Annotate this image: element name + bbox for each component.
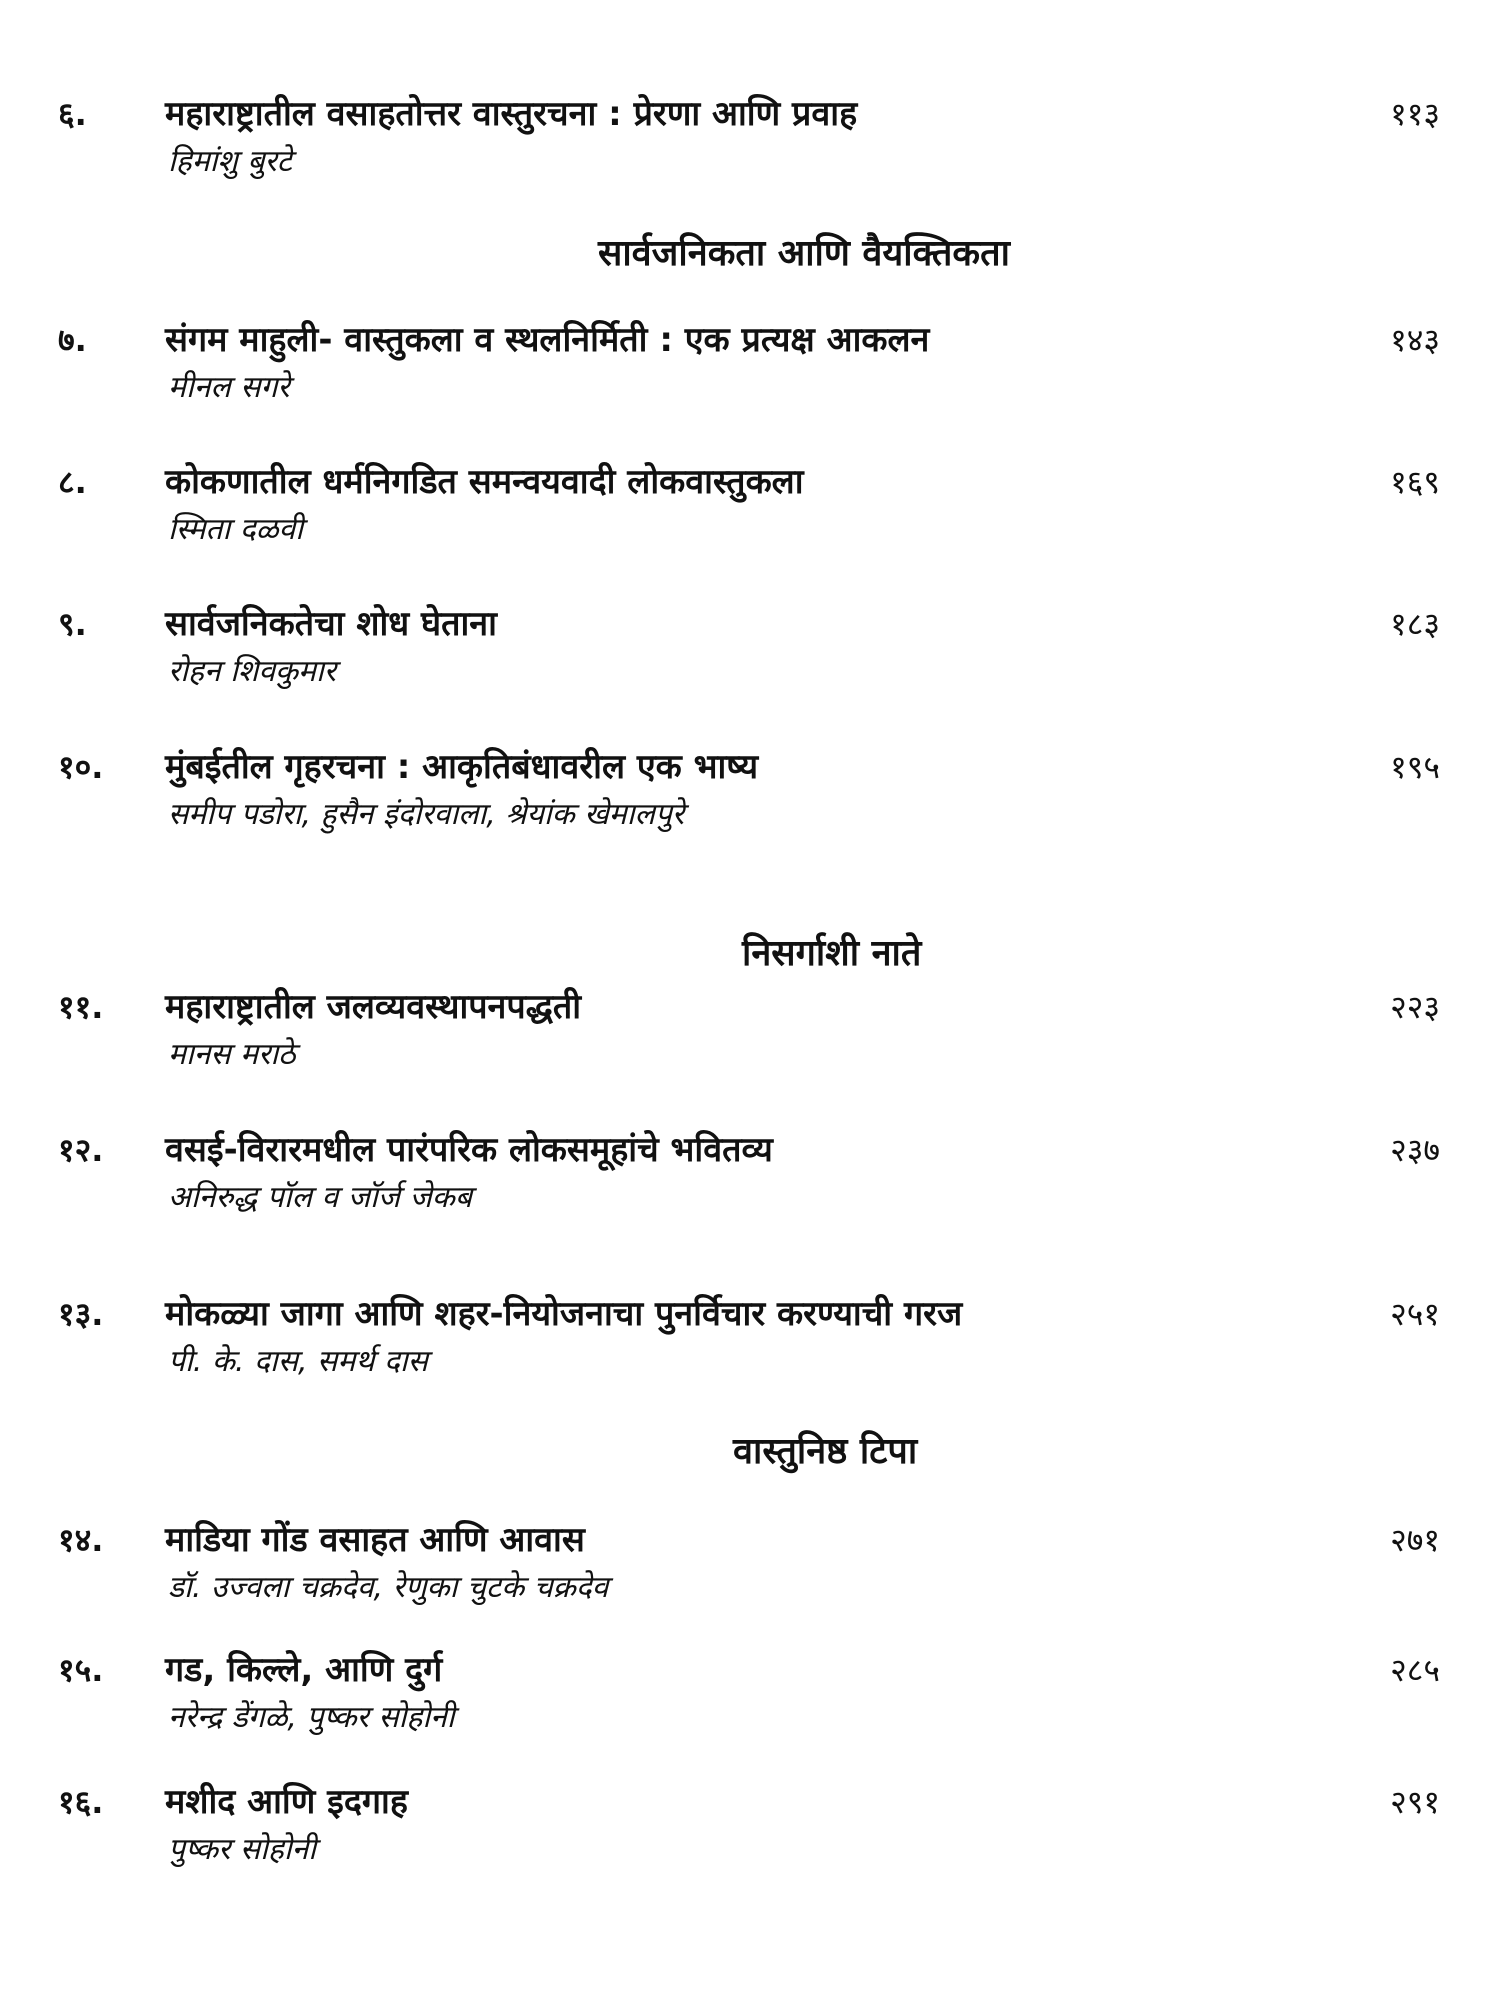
entry-page-number: १४३: [1390, 321, 1440, 359]
entry-title: कोकणातील धर्मनिगडित समन्वयवादी लोकवास्तुकला: [165, 462, 804, 502]
entry-number: १५.: [58, 1651, 104, 1689]
entry-number: १०.: [58, 748, 104, 786]
entry-author: नरेन्द्र डेंगळे, पुष्कर सोहोनी: [168, 1700, 455, 1735]
toc-entry: [0, 318, 1500, 418]
entry-title: माडिया गोंड वसाहत आणि आवास: [165, 1520, 585, 1560]
entry-number: ११.: [58, 988, 104, 1026]
entry-title: संगम माहुली- वास्तुकला व स्थलनिर्मिती : एक प्रत्यक्ष आकलन: [165, 320, 930, 360]
entry-page-number: २५१: [1390, 1295, 1440, 1333]
entry-page-number: २९१: [1390, 1783, 1440, 1821]
entry-number: १६.: [58, 1783, 104, 1821]
entry-author: स्मिता दळवी: [168, 512, 303, 547]
toc-entry: [0, 1292, 1500, 1392]
section-heading: निसर्गाशी नाते: [742, 933, 922, 974]
toc-entry: [0, 985, 1500, 1085]
section-heading: सार्वजनिकता आणि वैयक्तिकता: [598, 233, 1010, 274]
entry-title: मोकळ्या जागा आणि शहर-नियोजनाचा पुनर्विचार करण्याची गरज: [165, 1294, 963, 1334]
entry-page-number: २७१: [1390, 1521, 1440, 1559]
entry-number: ७.: [58, 321, 87, 359]
entry-page-number: २३७: [1390, 1131, 1440, 1169]
entry-page-number: २२३: [1390, 988, 1440, 1026]
toc-entry: [0, 1648, 1500, 1748]
entry-title: वसई-विरारमधील पारंपरिक लोकसमूहांचे भवितव्य: [165, 1130, 773, 1170]
entry-author: समीप पडोरा, हुसैन इंदोरवाला, श्रेयांक खेमालपुरे: [168, 797, 685, 832]
entry-author: मीनल सगरे: [168, 370, 290, 405]
toc-entry: [0, 92, 1500, 192]
entry-page-number: १६९: [1390, 463, 1440, 501]
toc-entry: [0, 1780, 1500, 1880]
entry-title: सार्वजनिकतेचा शोध घेताना: [165, 604, 497, 644]
entry-page-number: २८५: [1390, 1651, 1440, 1689]
entry-author: हिमांशु बुरटे: [168, 144, 292, 179]
toc-entry: [0, 1128, 1500, 1228]
entry-author: रोहन शिवकुमार: [168, 654, 337, 689]
entry-number: ६.: [58, 95, 87, 133]
entry-number: ९.: [58, 605, 87, 643]
entry-page-number: १८३: [1390, 605, 1440, 643]
entry-page-number: १९५: [1390, 748, 1440, 786]
toc-entry: [0, 745, 1500, 845]
entry-title: मशीद आणि इदगाह: [165, 1782, 408, 1822]
entry-number: १३.: [58, 1295, 104, 1333]
entry-author: अनिरुद्ध पॉल व जॉर्ज जेकब: [168, 1180, 472, 1215]
entry-number: १४.: [58, 1521, 104, 1559]
toc-entry: [0, 1518, 1500, 1618]
entry-title: गड, किल्ले, आणि दुर्ग: [165, 1650, 443, 1690]
toc-entry: [0, 460, 1500, 560]
entry-number: १२.: [58, 1131, 104, 1169]
section-heading: वास्तुनिष्ठ टिपा: [733, 1431, 918, 1472]
entry-page-number: ११३: [1390, 95, 1440, 133]
entry-author: डॉ. उज्वला चक्रदेव, रेणुका चुटके चक्रदेव: [168, 1570, 609, 1605]
entry-title: महाराष्ट्रातील वसाहतोत्तर वास्तुरचना : प्रेरणा आणि प्रवाह: [165, 94, 858, 134]
entry-title: मुंबईतील गृहरचना : आकृतिबंधावरील एक भाष्य: [165, 747, 759, 787]
entry-author: पुष्कर सोहोनी: [168, 1832, 317, 1867]
entry-author: पी. के. दास, समर्थ दास: [168, 1344, 428, 1379]
entry-number: ८.: [58, 463, 87, 501]
entry-title: महाराष्ट्रातील जलव्यवस्थापनपद्धती: [165, 987, 582, 1027]
toc-entry: [0, 602, 1500, 702]
entry-author: मानस मराठे: [168, 1037, 296, 1072]
